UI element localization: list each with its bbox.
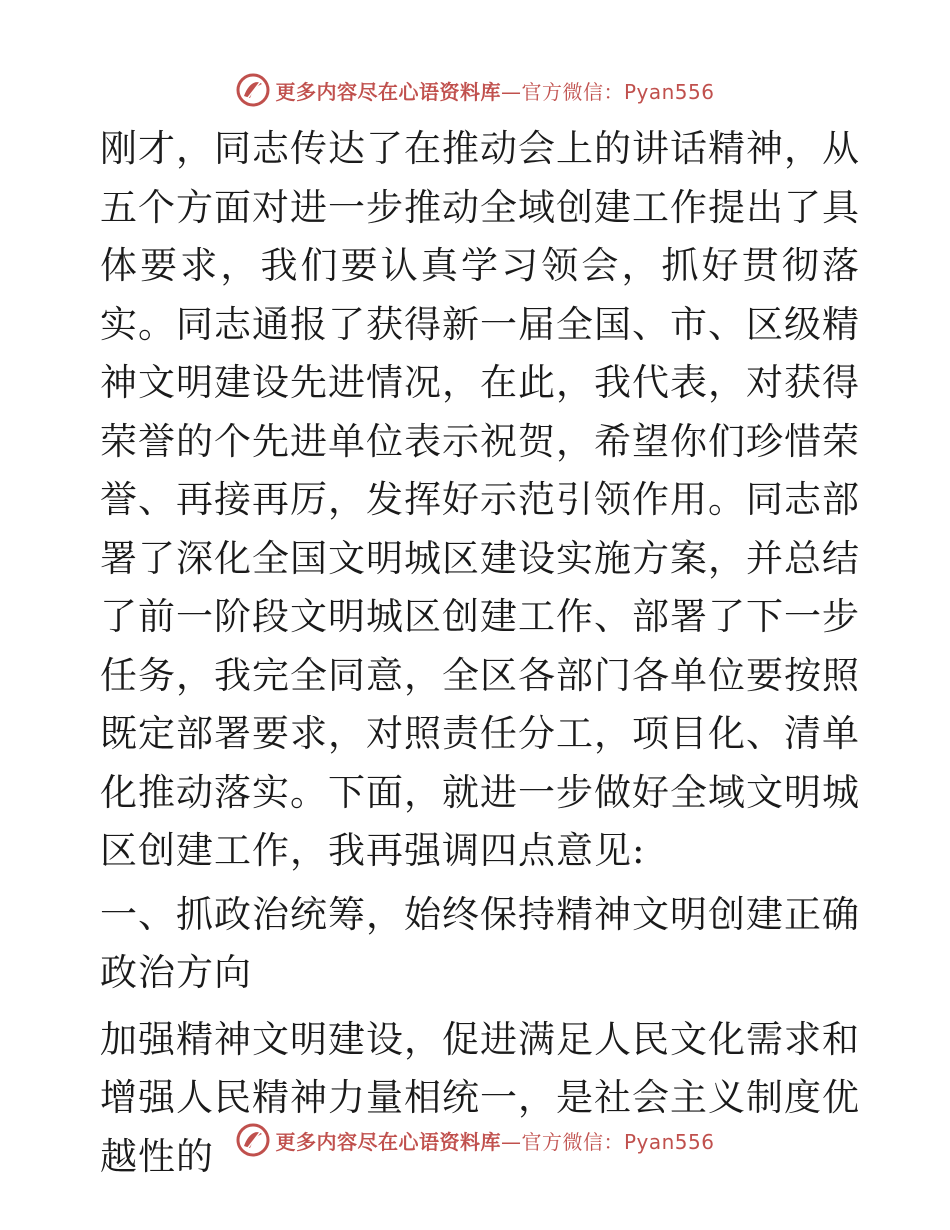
banner-separator: — [500, 79, 522, 104]
header-banner [0, 70, 950, 110]
banner-text [275, 76, 714, 105]
footer-banner [0, 1120, 950, 1160]
banner-site-text: 更多内容尽在心语资料库 [275, 1129, 501, 1154]
paragraph-section-1: 加强精神文明建设，促进满足人民文化需求和增强人民精神力量相统一，是社会主义制度优越性的 [100, 1017, 860, 1178]
banner-wechat-text: 官方微信：Pyan556 [521, 79, 715, 104]
document-body [100, 120, 860, 1186]
banner-wechat-text: 官方微信：Pyan556 [521, 1129, 715, 1154]
signature-logo-icon [235, 72, 271, 108]
banner-text [275, 1126, 714, 1155]
section-heading-1: 一、抓政治统筹，始终保持精神文明创建正确政治方向 [100, 892, 860, 994]
banner-site-text: 更多内容尽在心语资料库 [275, 79, 501, 104]
banner-separator: — [500, 1129, 522, 1154]
signature-logo-icon [235, 1122, 271, 1158]
paragraph-intro: 刚才，同志传达了在推动会上的讲话精神，从五个方面对进一步推动全域创建工作提出了具体要求，我们要认真学习领会，抓好贯彻落实。同志通报了获得新一届全国、市、区级精神文明建设先进情况，在此，我代表，对获得荣誉的个先进单位表示祝贺，希望你们珍惜荣誉、再接再厉，发挥好示范引领作用。同志部署了深化全国文明城区建设实施方案，并总结了前一阶段文明城区创建工作、部署了下一步任务，我完全同意，全区各部门各单位要按照既定部署要求，对照责任分工，项目化、清单化推动落实。下面，就进一步做好全域文明城区创建工作，我再强调四点意见: [100, 127, 860, 872]
